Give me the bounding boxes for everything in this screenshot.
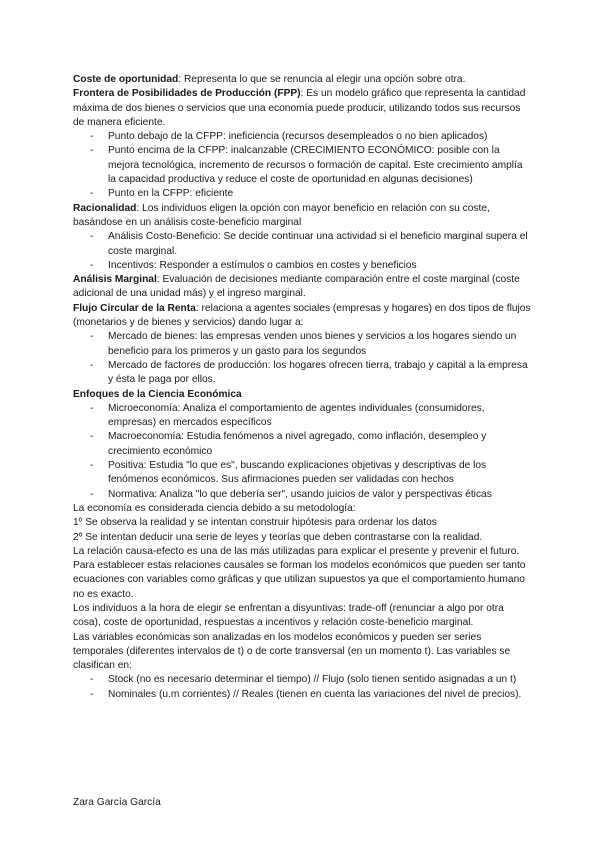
paragraph: La economía es considerada ciencia debido a su metodología: xyxy=(73,502,356,514)
paragraph: Los individuos a la hora de elegir se enfrentan a disyuntivas: trade-off (renunciar a algo por otra cosa), coste de oportunidad, respuestas a incentivos y relación coste-beneficio marginal. xyxy=(73,602,504,629)
definition-text: : relaciona a agentes sociales (empresas y hogares) en dos tipos de flujos (monetarios y de bienes y servicios) dando lugar a: xyxy=(73,302,531,329)
list-item: - Microeconomía: Analiza el comportamiento de agentes individuales (consumidores, empresas) en mercados específicos xyxy=(73,402,531,431)
list-item: - Stock (no es necesario determinar el tiempo) // Flujo (solo tienen sentido asignadas a un t) xyxy=(73,673,531,687)
definition-flujo-circular xyxy=(73,302,531,331)
term-racionalidad: Racionalidad xyxy=(73,202,137,214)
author-footer: Zara García García xyxy=(73,797,161,808)
list-item: - Mercado de factores de producción: los hogares ofrecen tierra, trabajo y capital a la empresa y ésta le paga por ellos. xyxy=(73,359,531,388)
list-item: - Punto encima de la CFPP: inalcanzable (CRECIMIENTO ECONÓMICO: posible con la mejora tecnológica, incremento de recursos o formación de capital. Este crecimiento amplía la capacidad productiva y reduce el coste de oportunidad en algunas decisiones) xyxy=(73,144,531,187)
fpp-list xyxy=(73,130,531,201)
list-item: - Macroeconomía: Estudia fenómenos a nivel agregado, como inflación, desempleo y crecimiento económico xyxy=(73,430,531,459)
paragraph: 1º Se observa la realidad y se intentan construir hipótesis para ordenar los datos xyxy=(73,517,437,529)
definition-racionalidad xyxy=(73,202,531,231)
document-body xyxy=(73,73,531,702)
definition-text: : Evaluación de decisiones mediante comparación entre el coste marginal (coste adicional de una unidad más) y el ingreso marginal. xyxy=(73,274,520,300)
list-item: - Punto en la CFPP: eficiente xyxy=(73,187,531,201)
list-item: - Análisis Costo-Beneficio: Se decide continuar una actividad si el beneficio marginal supera el coste marginal. xyxy=(73,230,531,259)
definition-text: : Los individuos eligen la opción con mayor beneficio en relación con su coste, basándose en un análisis coste-beneficio marginal xyxy=(73,202,490,228)
definition-text: : Representa lo que se renuncia al elegir una opción sobre otra. xyxy=(178,74,466,85)
enfoques-list xyxy=(73,402,531,502)
definition-fpp xyxy=(73,87,531,130)
racionalidad-list xyxy=(73,230,531,273)
paragraph: Las variables económicas son analizadas en los modelos económicos y pueden ser series temporales (diferentes intervalos de t) o de corte transversal (en un momento t). Las variables se clasifican en: xyxy=(73,631,511,672)
list-item: - Nominales (u.m corrientes) // Reales (tienen en cuenta las variaciones del nivel de precios). xyxy=(73,688,531,702)
term-flujo-circular: Flujo Circular de la Renta xyxy=(73,302,196,314)
definition-analisis-marginal xyxy=(73,273,531,302)
paragraph: 2º Se intentan deducir una serie de leyes y teorías que deben contrastarse con la realidad. xyxy=(73,531,483,543)
list-item: - Normativa: Analiza "lo que debería ser", usando juicios de valor y perspectivas éticas xyxy=(73,488,531,502)
flujo-list xyxy=(73,330,531,387)
list-item: - Punto debajo de la CFPP: ineficiencia (recursos desempleados o no bien aplicados) xyxy=(73,130,531,144)
term-fpp: Frontera de Posibilidades de Producción (FPP) xyxy=(73,88,301,100)
definition-coste-oportunidad xyxy=(73,73,531,87)
term-coste-oportunidad: Coste de oportunidad xyxy=(73,74,179,85)
definition-text: : Es un modelo gráfico que representa la cantidad máxima de dos bienes o servicios que una economía puede producir, utilizando todos sus recursos de manera eficiente. xyxy=(73,88,526,128)
list-item: - Incentivos: Responder a estímulos o cambios en costes y beneficios xyxy=(73,259,531,273)
list-item: - Positiva: Estudia "lo que es", buscando explicaciones objetivas y descriptivas de los fenómenos económicos. Sus afirmaciones pueden ser validadas con hechos xyxy=(73,459,531,488)
variables-list xyxy=(73,673,531,702)
heading-enfoques: Enfoques de la Ciencia Económica xyxy=(73,388,242,400)
term-analisis-marginal: Análisis Marginal xyxy=(73,274,157,286)
paragraph: La relación causa-efecto es una de las más utilizadas para explicar el presente y prevenir el futuro. Para establecer estas relaciones causales se forman los modelos económicos que pueden ser tanto ecuaciones con variables como gráficas y que utilizan supuestos ya que el comportamiento humano no es exacto. xyxy=(73,545,526,600)
list-item: - Mercado de bienes: las empresas venden unos bienes y servicios a los hogares siendo un beneficio para los primeros y un gasto para los segundos xyxy=(73,330,531,359)
